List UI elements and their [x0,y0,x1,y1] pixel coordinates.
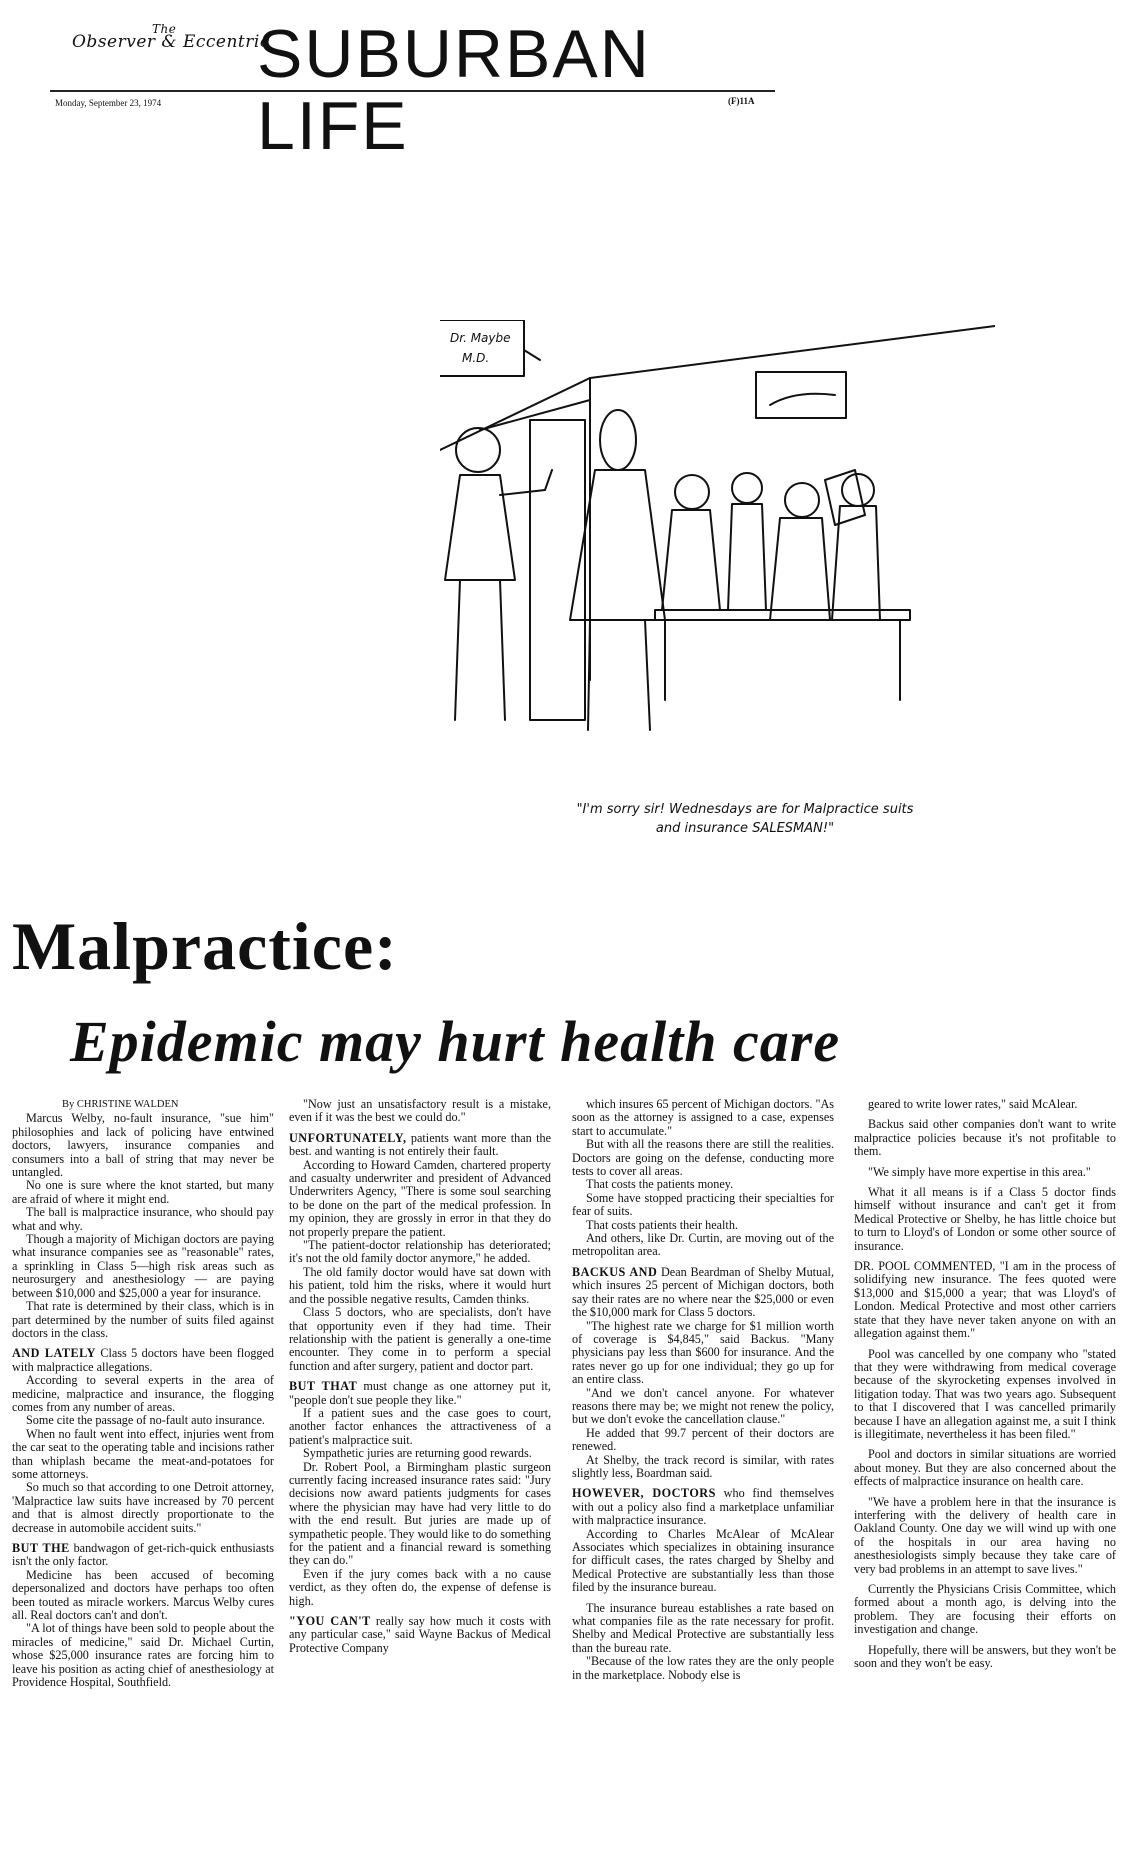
paragraph: "The highest rate we charge for $1 million worth of coverage is $4,845," said Backus. "Many physicians pay less than $600 for insurance. And the rates never go up for one individual; they go up for an entire class. [572,1318,834,1387]
subhead-paragraph: BUT THE bandwagon of get-rich-quick enthusiasts isn't the only factor. [12,1541,274,1569]
nurse-head [456,428,500,472]
patient-1-body [662,510,720,610]
patient-3-head [785,483,819,517]
subhead-paragraph: HOWEVER, DOCTORS who find themselves with out a policy also find a marketplace unfamiliar with malpractice insurance. [572,1486,834,1528]
paragraph: The old family doctor would have sat down with his patient, told him the risks, where it would hurt and the possible negative results, Camden thinks. [289,1264,551,1306]
paragraph: The ball is malpractice insurance, who should pay what and why. [12,1205,274,1233]
cartoon-illustration [440,320,995,740]
subhead-lead: BACKUS AND [572,1264,658,1279]
door-sign [440,320,524,376]
paragraph: Some cite the passage of no-fault auto insurance. [26,1413,265,1428]
page-number: (F)11A [728,96,755,106]
patient-2-head [732,473,762,503]
salesman-head [600,410,636,470]
issue-date: Monday, September 23, 1974 [55,98,162,108]
section-title: SUBURBAN LIFE [257,16,651,164]
article-column-2 [289,1098,551,1655]
subhead-paragraph: "YOU CAN'T really say how much it costs with any particular case," said Wayne Backus of Medical Protective Company [289,1614,551,1655]
paragraph: No one is sure where the knot started, but many are afraid of where it might end. [12,1178,274,1206]
paragraph: Class 5 doctors, who are specialists, don't have that opportunity even if they had time. Their relationship with the patient is generally a one-time encounter. They come in to perform a special function and after surgery, patient and doctor part. [289,1305,551,1373]
nurse-uniform [445,475,515,580]
subhead-paragraph: BUT THAT must change as one attorney put it, "people don't sue people they like." [289,1379,551,1407]
nurse-legs [455,580,505,720]
subhead-lead: BUT THE [12,1541,70,1555]
paragraph: "The patient-doctor relationship has deteriorated; it's not the old family doctor anymore," he added. [289,1238,551,1266]
paragraph: "And we don't cancel anyone. For whatever reasons there may be; we might not renew the policy, but we don't evoke the cancellation clause." [572,1385,834,1427]
door-sign-line2: M.D. [462,351,490,365]
paragraph: When no fault went into effect, injuries went from the car seat to the operating table and incisions rather than whiplash became the meat-and-potatoes for some attorneys. [12,1426,274,1481]
caption-line-2: and insurance SALESMAN!" [655,821,835,836]
paragraph: According to Howard Camden, chartered property and casualty underwriter and president of Advanced Underwriters Agency, "There is some soul searching to be done on the part of the medical profession. In my opinion, they are grossly in error in that they do not properly prepare the patient. [289,1157,551,1239]
paragraph: "Because of the low rates they are the only people in the marketplace. Nobody else is [572,1654,834,1682]
paragraph: Backus said other companies don't want to write malpractice policies because it's not profitable to them. [854,1117,1116,1159]
patient-3-body [770,518,830,620]
article-column-4 [854,1098,1116,1670]
subhead-lead: AND LATELY [12,1346,96,1361]
main-headline: Malpractice: [12,908,398,984]
subhead-lead: "YOU CAN'T [289,1614,371,1629]
paragraph: Pool and doctors in similar situations are worried about money. But they are also concerned about the effects of malpractice insurance on health care. [854,1447,1116,1489]
waiting-bench [655,610,910,620]
paragraph: At Shelby, the track record is similar, with rates slightly less, Boardman said. [572,1452,834,1480]
paragraph: So much so that according to one Detroit attorney, 'Malpractice law suits have increased by 70 percent and that is almost directly proportionate to the decrease in automobile accident suits." [12,1480,274,1535]
wall-picture-bird [770,394,835,405]
paragraph: Medicine has been accused of becoming depersonalized and doctors have perhaps too often been touted as miracle workers. Marcus Welby cures all. Real doctors can't and don't. [12,1567,274,1623]
subhead-paragraph: AND LATELY Class 5 doctors have been flogged with malpractice allegations. [12,1346,275,1374]
patient-1-head [675,475,709,509]
sub-headline: Epidemic may hurt health care [70,1009,841,1074]
paragraph: "We have a problem here in that the insurance is interfering with the delivery of health care in Oakland County. One day we will wind up with one of the hospitals in our area having no anesthesiologists simply because they take care of very bad problems in an attempt to save lives." [854,1494,1116,1576]
article-body [12,1097,1116,1843]
paragraph: Pool was cancelled by one company who "stated that they were withdrawing from medical coverage because of the skyrocketing expenses involved in litigation today. That was two years ago. Subsequent to that I discovered that I was cancelled primarily because I have an allegation against me, a suit I think is illegitimate, nevertheless it has been filed." [854,1346,1116,1441]
byline: By CHRISTINE WALDEN [62,1099,179,1110]
paragraph: Hopefully, there will be answers, but they won't be soon and they won't be easy. [854,1642,1116,1671]
paragraph: which insures 65 percent of Michigan doctors. "As soon as the attorney is assigned to a case, expenses start to accumulate." [572,1097,834,1138]
paragraph: "We simply have more expertise in this area." [868,1164,1091,1179]
paragraph: Even if the jury comes back with a no cause verdict, as they often do, the expense of defense is high. [289,1566,551,1608]
paragraph: geared to write lower rates," said McAlear. [868,1097,1078,1111]
cartoon-caption [515,800,975,838]
paragraph: That costs patients their health. [586,1217,738,1232]
subhead-paragraph: DR. POOL COMMENTED, "I am in the process of solidifying new insurance. The fees quoted were $13,000 and $15,000 a year; that was Lloyd's of London. Medical Protective and most other carriers state that they have never taken anyone on with an allegation against them." [854,1259,1116,1341]
newspaper-name [72,22,270,52]
paragraph: Though a majority of Michigan doctors are paying what insurance companies see as "reasonable" rates, a sprinkling in Class 5—high risk areas such as neurosurgery and anesthesiology — are paying between $10,000 and $25,000 a year for insurance. [12,1232,274,1300]
caption-line-1: "I'm sorry sir! Wednesdays are for Malpractice suits [576,802,914,817]
paragraph: That costs the patients money. [586,1177,734,1192]
office-door [530,420,585,720]
paragraph: Sympathetic juries are returning good rewards. [303,1446,532,1461]
paragraph: Currently the Physicians Crisis Committee, which formed about a month ago, is delving into the problem. They are focusing their efforts on investigation and change. [854,1582,1116,1637]
paragraph: "Now just an unsatisfactory result is a mistake, even if it was the best we could do." [289,1097,551,1125]
newspaper-the: The [152,22,177,36]
paragraph: "A lot of things have been sold to people about the miracles of medicine," said Dr. Michael Curtin, whose $25,000 insurance rates are forcing him to leave his position as acting chief of anesthesiology at Providence Hospital, Southfield. [12,1621,274,1690]
paragraph: According to Charles McAlear of McAlear Associates which specializes in obtaining insurance for difficult cases, the rates charged by Shelby and Medical Protective are substantially less than those filed by the insurance bureau. [572,1526,834,1595]
paragraph: And others, like Dr. Curtin, are moving out of the metropolitan area. [572,1231,834,1259]
door-sign-line1: Dr. Maybe [450,331,511,345]
subhead-paragraph: UNFORTUNATELY, patients want more than the best. and wanting is not entirely their fault. [289,1130,551,1159]
ceiling-line-left [440,378,590,450]
paragraph: What it all means is if a Class 5 doctor finds himself without insurance and can't get it from Medical Protective or Shelby, he has little choice but to turn to Lloyd's of London or some other source of insurance. [854,1185,1116,1253]
article-column-1 [12,1098,274,1689]
subhead-lead: HOWEVER, DOCTORS [572,1486,716,1501]
bench-legs [665,620,900,700]
salesman-legs [588,620,650,730]
paragraph: Dr. Robert Pool, a Birmingham plastic surgeon currently facing increased insurance rates said: "Jury decisions now award patients judgments for cases where the physician may have had very little to do with the end result. But juries are made up of sympathetic people. They would like to do something for the patient and a financial reward is something they can do." [289,1459,551,1568]
subhead-lead: UNFORTUNATELY, [289,1130,407,1145]
article-column-3 [572,1098,834,1682]
paragraph: But with all the reasons there are still the realities. Doctors are going on the defense, conducting more tests to cover all areas. [572,1137,834,1179]
subhead-lead: BUT THAT [289,1379,358,1394]
newspaper-title: Observer & Eccentric [72,32,270,52]
ceiling-line-right [590,326,995,378]
sign-bracket [524,350,540,360]
patient-4-head [842,474,874,506]
nurse-arm-clipboard [500,470,552,495]
paragraph: If a patient sues and the case goes to court, another factor enhances the attractiveness of a patient's malpractice suit. [289,1405,551,1447]
paragraph: That rate is determined by their class, which is in part determined by the number of suits filed against doctors in the class. [12,1299,274,1340]
paragraph: He added that 99.7 percent of their doctors are renewed. [572,1425,834,1454]
paragraph: Marcus Welby, no-fault insurance, "sue him" philosophies and lack of policing have entwined doctors, lawyers, insurance companies and consumers into a ball of string that may never be untangled. [12,1111,274,1180]
patient-2-body [728,504,766,610]
paragraph: Some have stopped practicing their specialties for fear of suits. [572,1190,834,1219]
subhead-paragraph: BACKUS AND Dean Beardman of Shelby Mutual, which insures 25 percent of Michigan doctors, both say their rates are no where near the $25,000 or even the $10,000 mark for Class 5 doctors. [572,1264,834,1320]
paragraph: The insurance bureau establishes a rate based on what companies file as the rate necessary for profit. Shelby and Medical Protective are substantially less than the bureau rate. [572,1600,834,1655]
paragraph: According to several experts in the area of medicine, malpractice and insurance, the flogging comes from any number of areas. [12,1373,274,1414]
